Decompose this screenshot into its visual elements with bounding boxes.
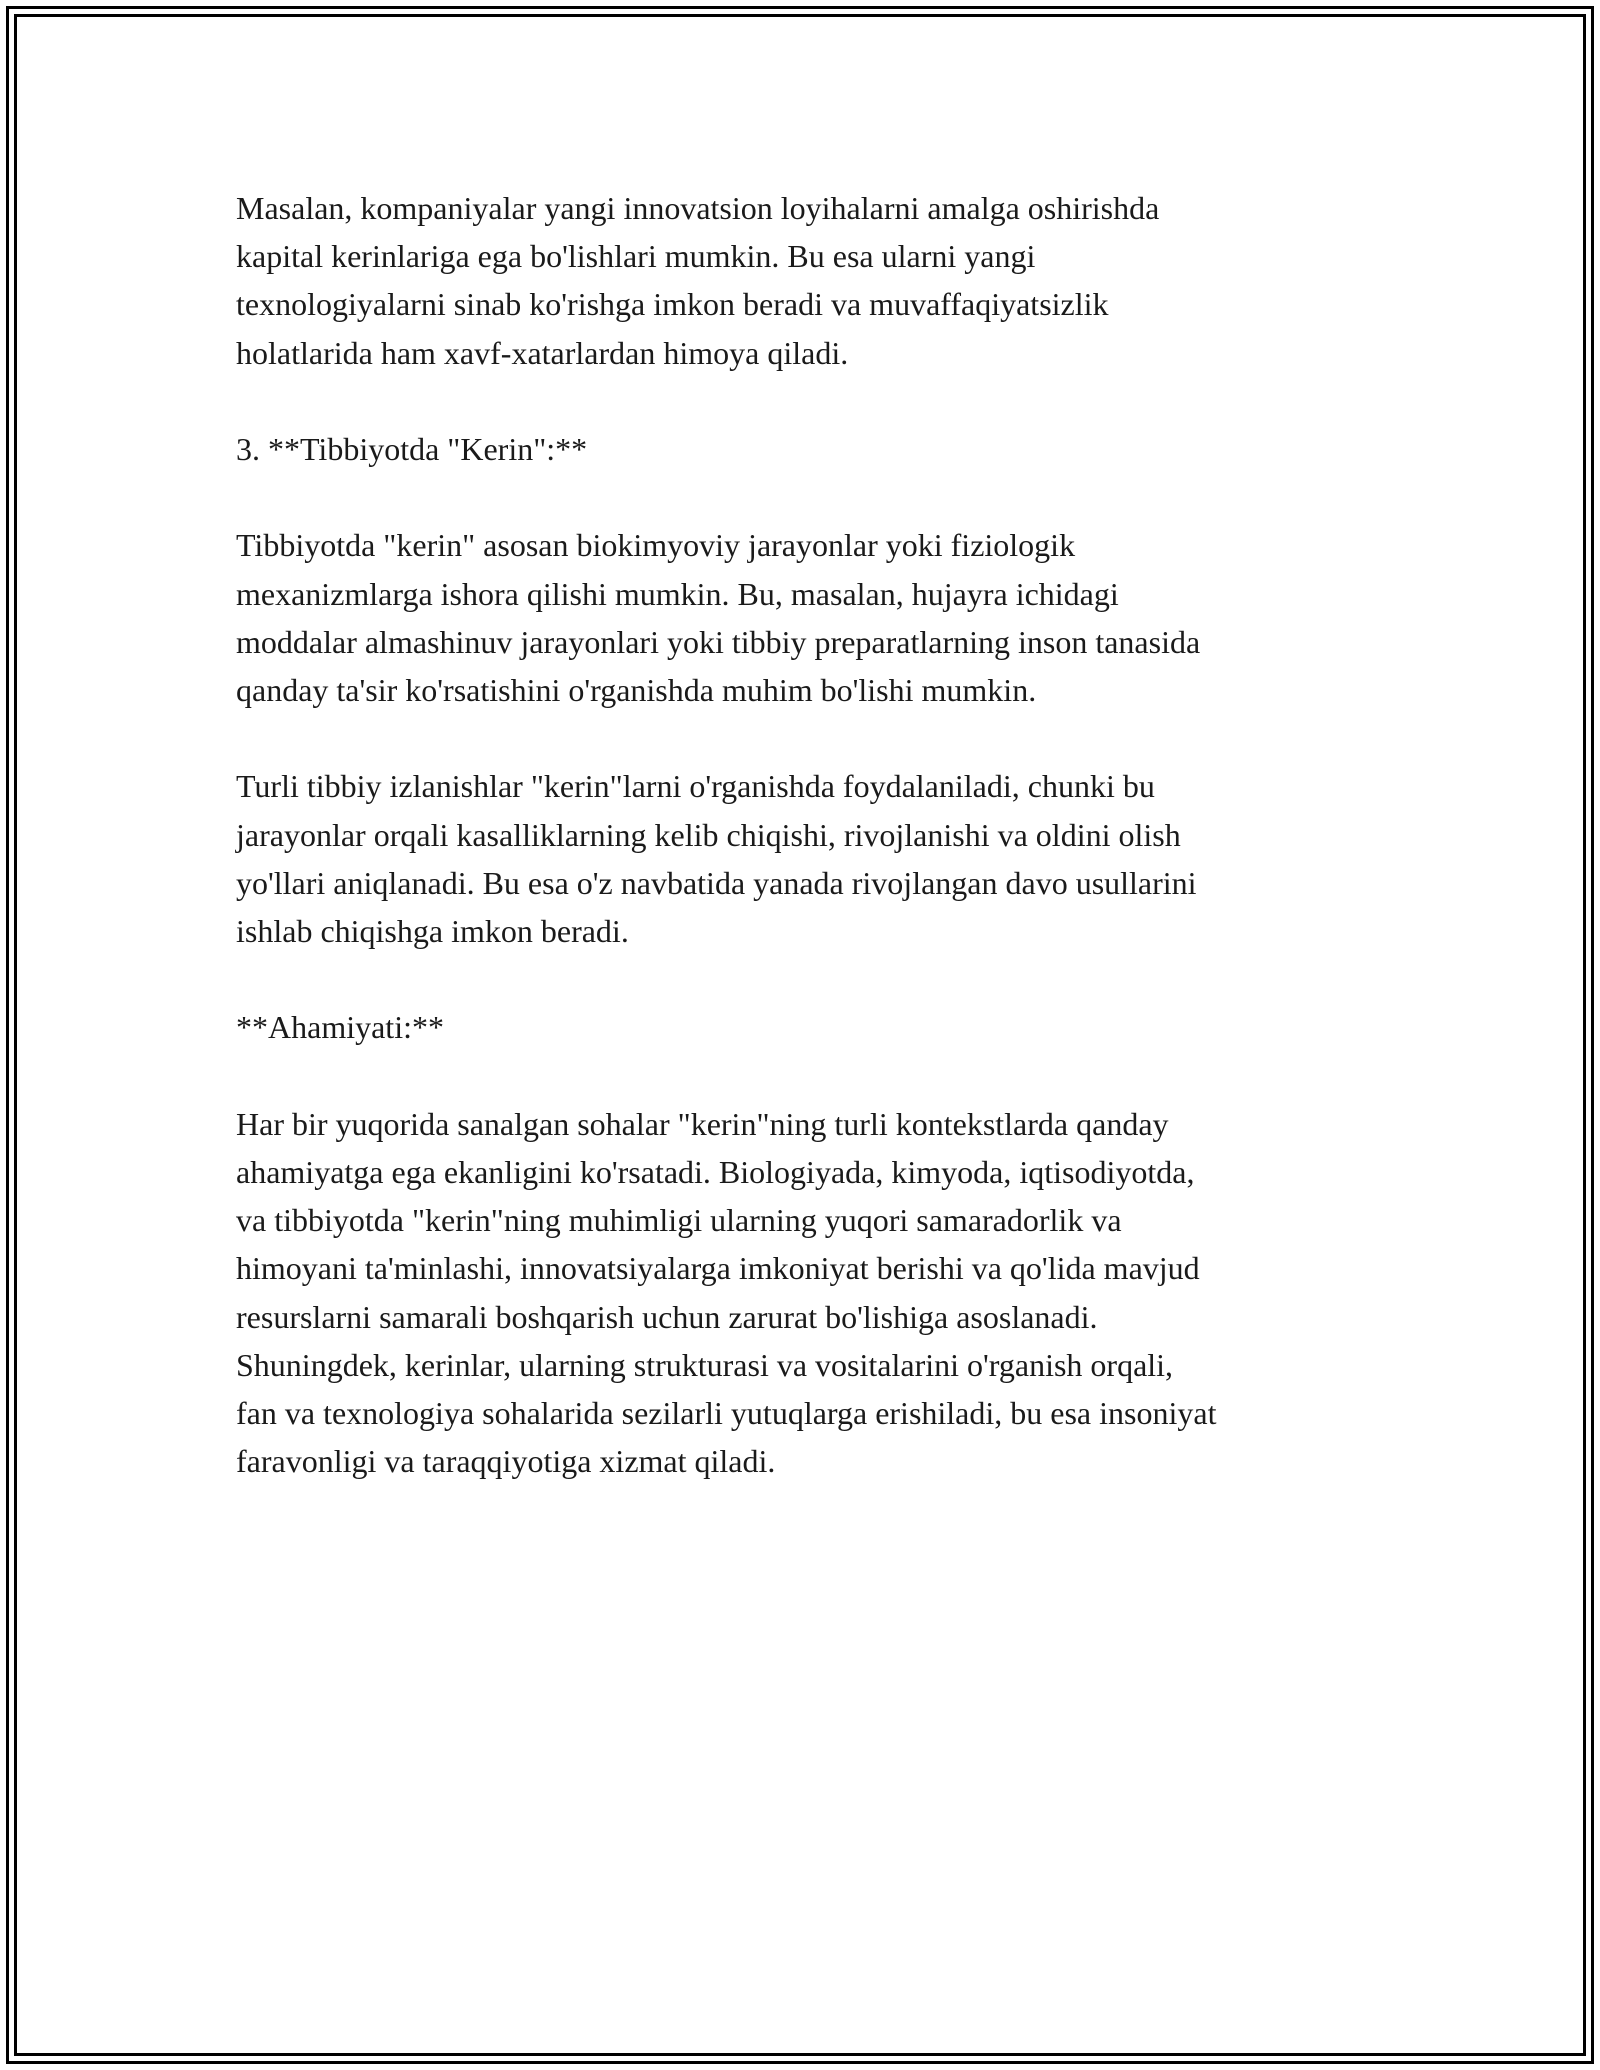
- paragraph-importance: Har bir yuqorida sanalgan sohalar "kerin"ning turli kontekstlarda qanday ahamiyatga ega ekanligini ko'rsatadi. Biologiyada, kimyoda, iqtisodiyotda, va tibbiyotda "kerin"ning muhimligi ularning yuqori samaradorlik va himoyani ta'minlashi, innovatsiyalarga imkoniyat berishi va qo'lida mavjud resurslarni samarali boshqarish uchun zarurat bo'lishiga asoslanadi. Shuningdek, kerinlar, ularning strukturasi va vositalarini o'rganish orqali, fan va texnologiya sohalarida sezilarli yutuqlarga erishiladi, bu esa insoniyat faravonligi va taraqqiyotiga xizmat qiladi.: [236, 1105, 1217, 1480]
- document-body: [236, 184, 1366, 1485]
- section-heading-medicine: 3. **Tibbiyotda "Kerin":**: [236, 431, 588, 467]
- paragraph-capital-example: Masalan, kompaniyalar yangi innovatsion loyihalarni amalga oshirishda kapital kerinlariga ega bo'lishlari mumkin. Bu esa ularni yangi texnologiyalarni sinab ko'rishga imkon beradi va muvaffaqiyatsizlik holatlarida ham xavf-xatarlardan himoya qiladi.: [236, 190, 1160, 371]
- paragraph-medicine-intro: Tibbiyotda "kerin" asosan biokimyoviy jarayonlar yoki fiziologik mexanizmlarga ishora qilishi mumkin. Bu, masalan, hujayra ichidagi moddalar almashinuv jarayonlari yoki tibbiy preparatlarning inson tanasida qanday ta'sir ko'rsatishini o'rganishda muhim bo'lishi mumkin.: [236, 527, 1201, 708]
- paragraph-medical-research: Turli tibbiy izlanishlar "kerin"larni o'rganishda foydalaniladi, chunki bu jarayonlar orqali kasalliklarning kelib chiqishi, rivojlanishi va oldini olish yo'llari aniqlanadi. Bu esa o'z navbatida yanada rivojlangan davo usullarini ishlab chiqishga imkon beradi.: [236, 768, 1197, 949]
- section-heading-importance: **Ahamiyati:**: [236, 1009, 444, 1046]
